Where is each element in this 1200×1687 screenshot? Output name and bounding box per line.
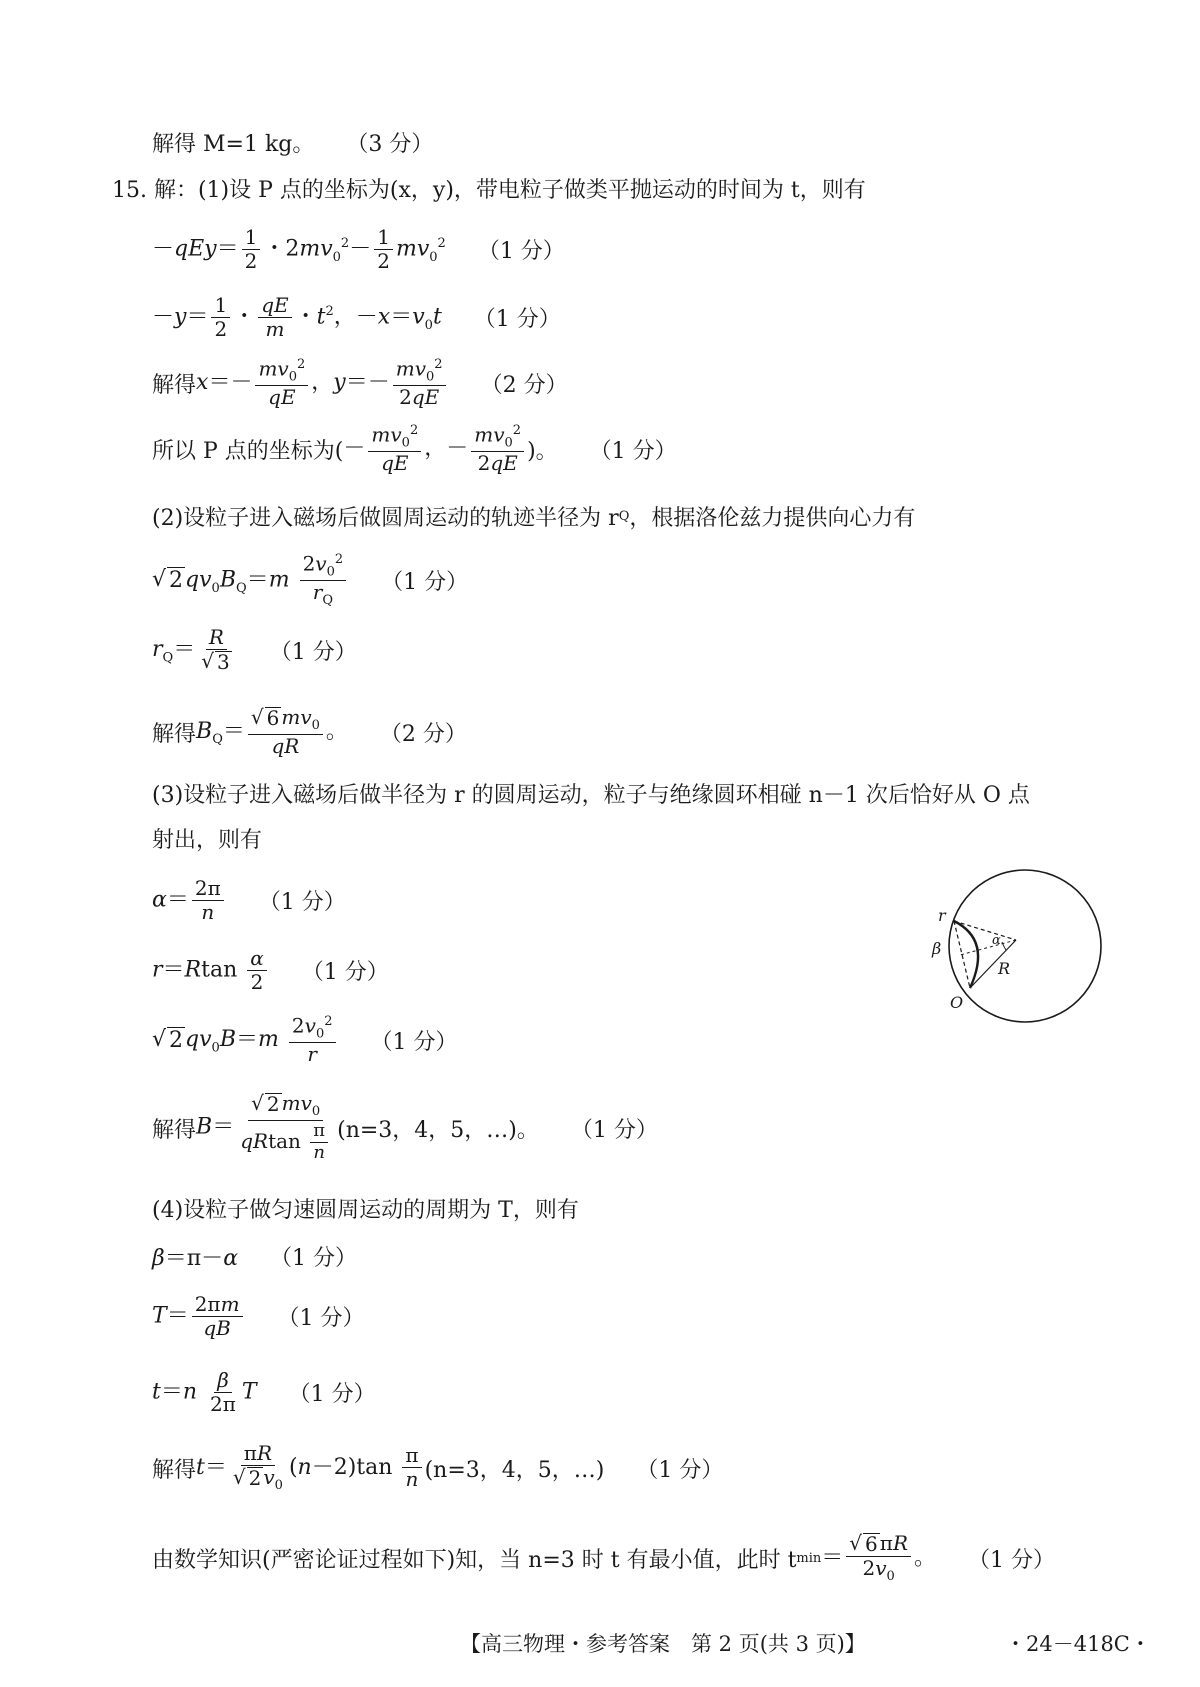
answer-text: 解得 M=1 kg。 bbox=[152, 131, 315, 157]
label-O: O bbox=[950, 993, 964, 1012]
points-label: （1 分） bbox=[381, 569, 469, 595]
conclusion-text: 由数学知识(严密论证过程如下)知，当 n=3 时 t 有最小值，此时 t bbox=[152, 1547, 797, 1573]
insulating-ring bbox=[949, 870, 1101, 1022]
solve-label: 解得 bbox=[152, 372, 197, 398]
p-coordinate-line bbox=[152, 420, 677, 478]
equation-kinematics bbox=[152, 288, 561, 346]
footer-title: 【高三物理・参考答案 第 2 页(共 3 页)】 bbox=[460, 1632, 866, 1656]
equation-body: $r_Q=$ R √ 3 bbox=[152, 625, 230, 674]
part-3-heading-line1 bbox=[152, 773, 1030, 813]
points-label: （1 分） bbox=[589, 438, 677, 464]
equation-body: t＝ πR √ 2 $v_0$ (n－2)tan $\frac{\pi}{n}$ bbox=[196, 1443, 425, 1493]
part-4-heading bbox=[152, 1188, 579, 1228]
n-range: (n=3，4，5，…) bbox=[337, 1117, 517, 1143]
points-label: （1 分） bbox=[288, 1381, 376, 1407]
equation-solve-xy bbox=[152, 354, 568, 412]
solve-label: 解得 bbox=[152, 1457, 197, 1483]
points-label: （1 分） bbox=[968, 1547, 1056, 1573]
points-label: （1 分） bbox=[473, 306, 561, 332]
label-r: r bbox=[938, 906, 946, 925]
bisector-line bbox=[960, 940, 1016, 955]
label-alpha: α bbox=[992, 933, 1001, 948]
equation-lorentz bbox=[152, 1010, 458, 1070]
part-2-text: (2)设粒子进入磁场后做圆周运动的轨迹半径为 r bbox=[152, 505, 619, 531]
equation-body: ＝ √ 6 πR $2v_0$ 。 bbox=[821, 1530, 937, 1584]
part-4-text: (4)设粒子做匀速圆周运动的周期为 T，则有 bbox=[152, 1197, 579, 1223]
equation-body: √ 2 $qv_0B=m$ $\frac{2v_0^2}{r}$ bbox=[152, 1015, 339, 1065]
equation-body: t＝n $\frac{\beta}{2\pi}$ T bbox=[152, 1367, 257, 1416]
equation-body: $B_Q=$ √ 6 $mv_0$ qR 。 bbox=[196, 705, 348, 758]
equation-energy bbox=[152, 222, 565, 276]
points-label: （3 分） bbox=[346, 131, 434, 157]
equation-solve-t bbox=[152, 1436, 723, 1500]
circle-diagram bbox=[920, 860, 1110, 1035]
equation-radius-q bbox=[152, 620, 357, 680]
points-label: （1 分） bbox=[636, 1457, 724, 1483]
equation-body: r＝Rtan $\frac{\alpha}{2}$ bbox=[152, 948, 270, 993]
equation-body: x＝－ $\frac{mv_0^2}{qE}$ ，y＝－ $\frac{mv_0^2}{2qE}$ bbox=[196, 358, 449, 408]
points-label: （1 分） bbox=[269, 639, 357, 665]
equation-body: B＝ √ 2 $mv_0$ qRtan $\frac{\pi}{n}$ bbox=[196, 1093, 337, 1162]
equation-body: － $\frac{mv_0^2}{qE}$ ，－ $\frac{mv_0^2}{2qE}$ bbox=[343, 424, 527, 474]
footer-code: ・24－418C・ bbox=[1005, 1632, 1151, 1656]
n-range: (n=3，4，5，…) bbox=[424, 1457, 605, 1483]
points-label: （1 分） bbox=[258, 889, 346, 915]
equation-body: β＝π－α bbox=[152, 1245, 239, 1271]
points-label: （2 分） bbox=[480, 372, 568, 398]
label-R: R bbox=[998, 959, 1011, 978]
points-label: （1 分） bbox=[270, 1245, 358, 1271]
label-beta: β bbox=[932, 939, 942, 958]
part-3-heading-line2 bbox=[152, 818, 262, 858]
part-2-heading: (2)设粒子进入磁场后做圆周运动的轨迹半径为 r Q ，根据洛伦兹力提供向心力有 bbox=[152, 496, 915, 536]
p-coord-suffix: )。 bbox=[527, 438, 558, 464]
equation-solve-b: 解得 B＝ √ 2 $mv_0$ qRtan $\frac{\pi}{n}$ (n=3，4，5，…) 。 （1 分） bbox=[152, 1091, 658, 1163]
points-label: （1 分） bbox=[277, 1305, 365, 1331]
points-label: （1 分） bbox=[370, 1029, 458, 1055]
equation-time bbox=[152, 1362, 376, 1422]
equation-alpha bbox=[152, 870, 346, 930]
points-label: （1 分） bbox=[477, 238, 565, 264]
solve-label: 解得 bbox=[152, 721, 197, 747]
points-label: （1 分） bbox=[570, 1117, 658, 1143]
equation-body: －qEy＝ $\frac{1}{2}$ ・$2mv_0^2-$ $\frac{1}{2}$ $mv_0^2$ bbox=[152, 224, 446, 273]
conclusion-line: 由数学知识(严密论证过程如下)知，当 n=3 时 t 有最小值，此时 t min ＝ √ 6 πR $2v_0$ 。 （1 分） bbox=[152, 1530, 1056, 1584]
equation-body: T＝ $\frac{2\pi m}{qB}$ bbox=[152, 1294, 246, 1339]
equation-radius bbox=[152, 940, 389, 1000]
part-3-text: (3)设粒子进入磁场后做半径为 r 的圆周运动，粒子与绝缘圆环相碰 n－1 次后恰好从 O 点 bbox=[152, 782, 1030, 808]
equation-solve-bq bbox=[152, 702, 467, 762]
part-3-text-cont: 射出，则有 bbox=[152, 827, 263, 853]
equation-beta bbox=[152, 1236, 357, 1276]
equation-lorentz-q bbox=[152, 550, 468, 610]
page-footer bbox=[0, 1625, 1200, 1661]
equation-period bbox=[152, 1286, 365, 1346]
question-15-header bbox=[112, 168, 866, 208]
radius-line-upper bbox=[954, 921, 1016, 940]
equation-body: √ 2 $qv_0B_Q=m$ $\frac{2v_0^2}{r_Q}$ bbox=[152, 553, 349, 608]
equation-body: α＝ $\frac{2\pi}{n}$ bbox=[152, 878, 227, 923]
trajectory-arc bbox=[954, 921, 978, 988]
part-2-tail: ，根据洛伦兹力提供向心力有 bbox=[629, 505, 916, 531]
p-coord-prefix: 所以 P 点的坐标为( bbox=[152, 438, 344, 464]
answer-line-mass bbox=[152, 122, 433, 162]
equation-body: －y＝ $\frac{1}{2}$ ・ $\frac{qE}{m}$ ・$t^2$，$-x=v_0t$ bbox=[152, 292, 442, 341]
solve-label: 解得 bbox=[152, 1117, 197, 1143]
points-label: （2 分） bbox=[379, 721, 467, 747]
question-text: 15. 解：(1)设 P 点的坐标为(x，y)，带电粒子做类平抛运动的时间为 t，则有 bbox=[112, 177, 866, 203]
points-label: （1 分） bbox=[301, 959, 389, 985]
